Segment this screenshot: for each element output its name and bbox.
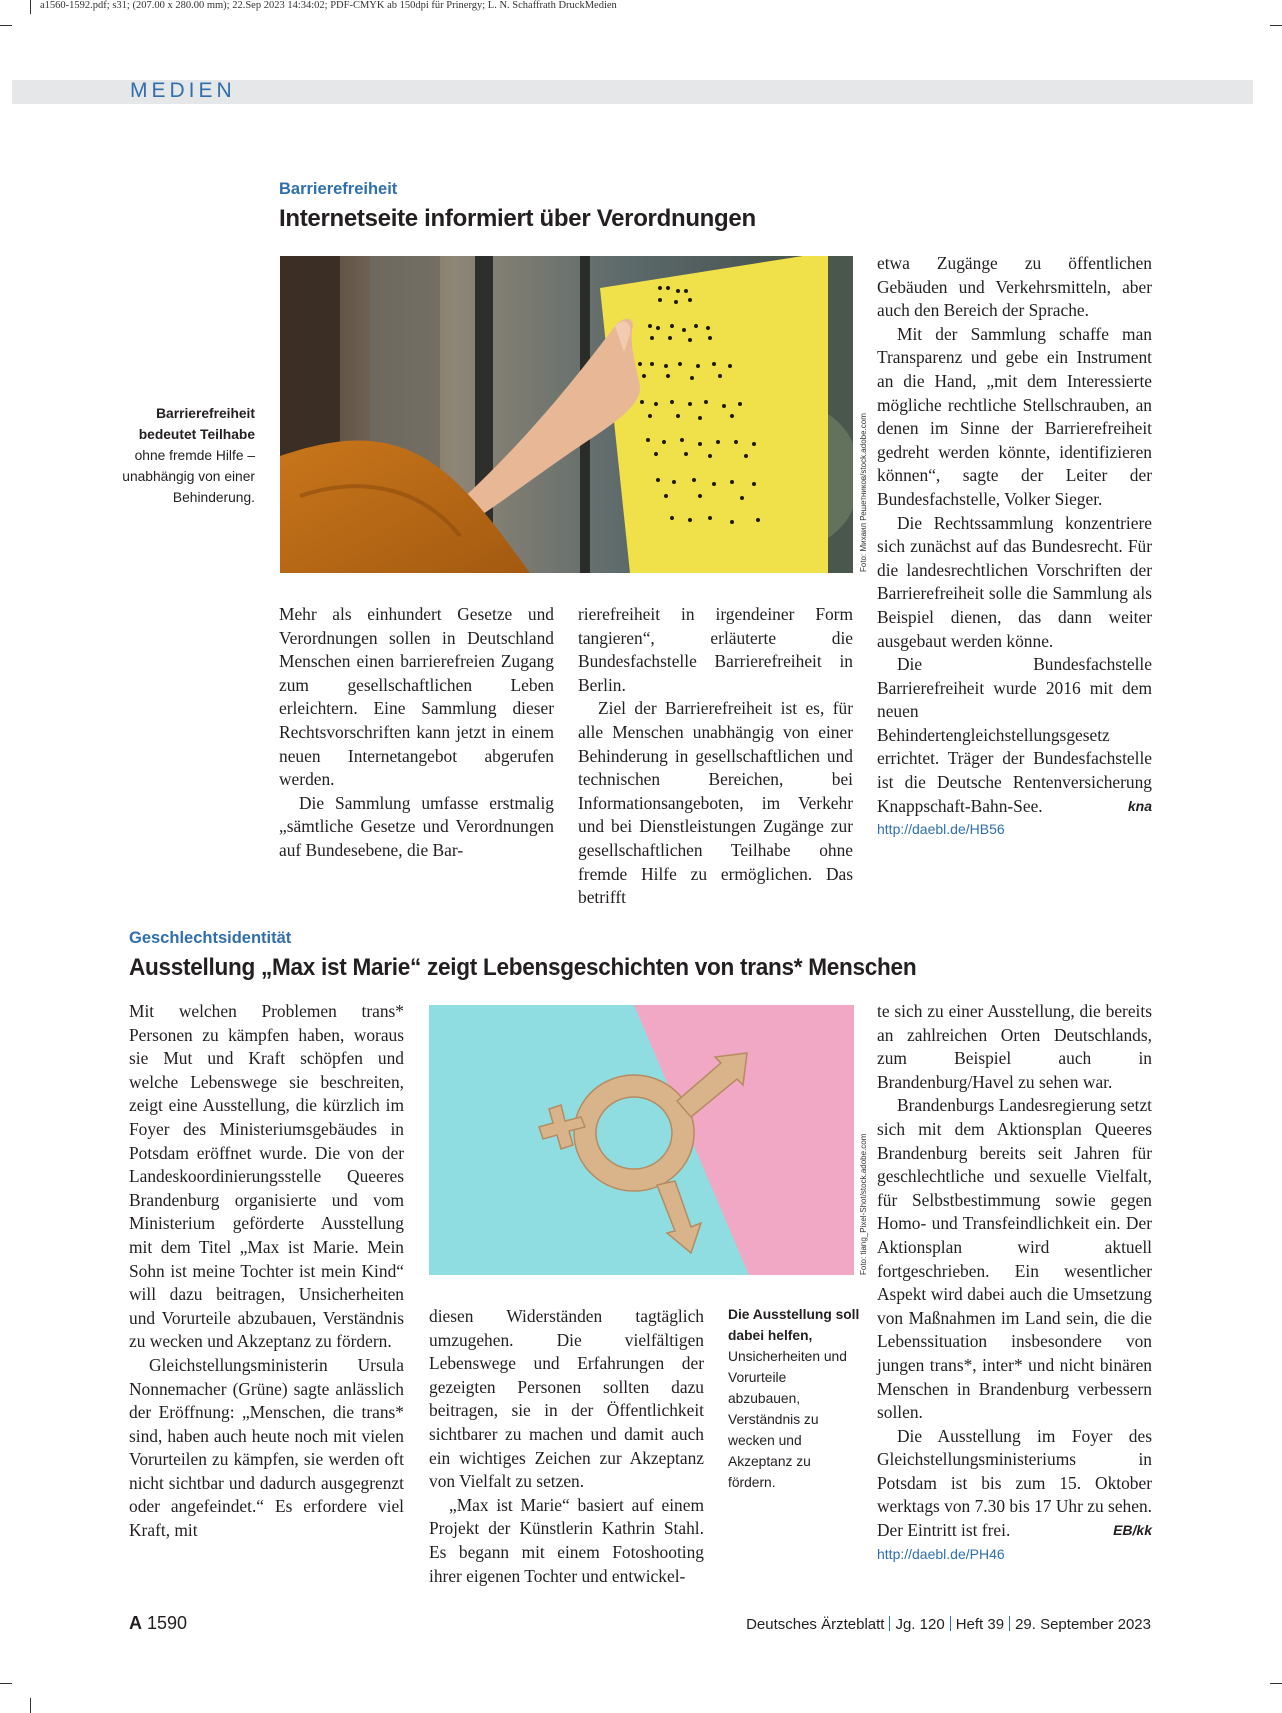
article2-photo-credit: Foto: tiang_Pixel-Shot/stock.adobe.com <box>859 1133 868 1275</box>
article1-caption-text: ohne fremde Hilfe – unabhängig von einer Behinderung. <box>122 448 255 505</box>
issue: Heft 39 <box>955 1616 1005 1633</box>
article2-column-3 <box>877 1000 1152 1566</box>
issue-date: 29. September 2023 <box>1015 1616 1151 1633</box>
paragraph: Die Sammlung umfasse erstmalig „sämtliche Gesetze und Verordnungen auf Bundesebene, die Bar- <box>279 792 554 860</box>
article1-link[interactable]: http://daebl.de/HB56 <box>877 821 1005 838</box>
volume: Jg. 120 <box>895 1616 945 1633</box>
journal-footer <box>746 1616 1151 1633</box>
article2-kicker: Geschlechtsidentität <box>129 929 292 947</box>
separator <box>889 1616 890 1631</box>
paragraph: etwa Zugänge zu öffentlichen Gebäuden und Verkehrsmitteln, aber auch den Bereich der Sprache. <box>877 253 1152 321</box>
article1-column-1 <box>279 603 554 863</box>
separator <box>950 1616 951 1631</box>
article1-column-3 <box>877 252 1152 842</box>
article2-signature: EB/kk <box>1113 1522 1152 1539</box>
paragraph: Ziel der Barrierefreiheit ist es, für alle Menschen unabhängig von einer Behinderung in gesellschaftlichen und technischen Bereichen, bei Informationsangeboten, im Verkehr und bei Dienstleistungen Zugänge zur gesellschaftlichen Teilhabe ohne fremde Hilfe zu ermöglichen. Das betrifft <box>578 698 853 908</box>
paragraph: Gleichstellungsministerin Ursula Nonnemacher (Grüne) sagte anlässlich der Eröffnung: „Menschen, die trans* sind, haben auch heute noch mit vielen Vorurteilen zu kämpfen, sie werden oft nicht sichtbar und dadurch ausgegrenzt oder angefeindet.“ Es erfordere viel Kraft, mit <box>129 1354 404 1541</box>
paragraph: „Max ist Marie“ basiert auf einem Projekt der Künstlerin Kathrin Stahl. Es begann mit einem Fotoshooting ihrer eigenen Tochter und entwickel- <box>429 1494 704 1586</box>
journal-name: Deutsches Ärzteblatt <box>746 1616 885 1633</box>
paragraph: Mit welchen Problemen trans* Personen zu kämpfen haben, woraus sie Mut und Kraft schöpfen und welche Lebenswege sie beschreiten, zeigt eine Ausstellung, die kürzlich im Foyer des Ministeriumsgebäudes in Potsdam eröffnet wurde. Die von der Landeskoordinierungsstelle Queeres Brandenburg organisierte und vom Ministerium geförderte Ausstellung mit dem Titel „Max ist Marie. Mein Sohn ist meine Tochter ist mein Kind“ will dazu beitragen, Unsicherheiten und Vorurteile abzubauen, Verständnis zu wecken und Akzeptanz zu fördern. <box>129 1001 404 1352</box>
article1-signature: kna <box>1127 797 1152 814</box>
article1-column-2 <box>578 603 853 910</box>
paragraph-text: Die Ausstellung im Foyer des Gleichstellungsministeriums in Potsdam ist bis zum 15. Oktober werktags von 7.30 bis 17 Uhr zu sehen. Der Eintritt ist frei. <box>877 1425 1152 1541</box>
article1-caption-bold: Barrierefreiheit bedeutet Teilhabe <box>138 406 255 442</box>
article2-column-2 <box>429 1305 704 1588</box>
paragraph: Die Rechtssammlung konzentriere sich zunächst auf das Bundesrecht. Für die landesrechtlichen Vorschriften der Barrierefreiheit solle die Sammlung als Beispiel dienen, das dann weiter ausgebaut werden könne. <box>877 512 1152 651</box>
article2-caption-bold: Die Ausstellung soll dabei helfen, <box>728 1307 860 1343</box>
article1-caption <box>120 403 255 508</box>
article1-kicker: Barrierefreiheit <box>279 180 398 198</box>
transgender-symbol-photo <box>429 1005 854 1275</box>
crop-mark <box>1270 1683 1282 1684</box>
paragraph <box>877 653 1152 818</box>
crop-mark <box>0 1683 12 1684</box>
crop-mark <box>30 1698 31 1713</box>
article1-headline: Internetseite informiert über Verordnungen <box>279 205 756 232</box>
paragraph <box>877 1425 1152 1543</box>
crop-mark <box>0 25 12 26</box>
article2-column-1 <box>129 1000 404 1543</box>
article2-caption <box>728 1304 860 1493</box>
section-label: MEDIEN <box>130 79 236 102</box>
print-slug: a1560-1592.pdf; s31; (207.00 x 280.00 mm); 22.Sep 2023 14:34:02; PDF-CMYK ab 150dpi für Prinergy; L. N. Schaffrath DruckMedien <box>40 0 617 11</box>
paragraph: te sich zu einer Ausstellung, die bereits an zahlreichen Orten Deutschlands, zum Beispiel auch in Brandenburg/Havel zu sehen war. <box>877 1001 1152 1092</box>
paragraph: Mit der Sammlung schaffe man Transparenz und gebe ein Instrument an die Hand, „mit dem Interessierte mögliche rechtliche Stellschrauben, an denen im Sinne der Barrierefreiheit gedreht werden könnte, identifizieren können“, sagte der Leiter der Bundesfachstelle, Volker Sieger. <box>877 323 1152 509</box>
article2-link[interactable]: http://daebl.de/PH46 <box>877 1545 1005 1562</box>
crop-mark <box>1270 25 1282 26</box>
article2-headline: Ausstellung „Max ist Marie“ zeigt Lebensgeschichten von trans* Menschen <box>129 954 917 981</box>
page-number <box>129 1613 187 1634</box>
crop-mark <box>30 0 31 14</box>
paragraph-text: Die Bundesfachstelle Barrierefreiheit wurde 2016 mit dem neuen Behindertengleichstellungsgesetz errichtet. Träger der Bundesfachstelle ist die Deutsche Rentenversicherung Knappschaft-Bahn-See. <box>877 654 1152 816</box>
paragraph: diesen Widerständen tagtäglich umzugehen. Die vielfältigen Lebenswege und Erfahrungen der gezeigten Personen sollten dazu beitragen, sie in der Öffentlichkeit sichtbarer zu machen und damit auch ein wichtiges Zeichen zur Akzeptanz von Vielfalt zu setzen. <box>429 1306 704 1492</box>
page-prefix: A <box>129 1613 142 1633</box>
article2-caption-text: Unsicherheiten und Vorurteile abzubauen, Verständnis zu wecken und Akzeptanz zu fördern. <box>728 1349 847 1490</box>
paragraph: rierefreiheit in irgendeiner Form tangieren“, erläuterte die Bundesfachstelle Barrierefreiheit in Berlin. <box>578 604 853 695</box>
separator <box>1009 1616 1010 1631</box>
paragraph: Mehr als einhundert Gesetze und Verordnungen sollen in Deutschland Menschen einen barrierefreien Zugang zum gesellschaftlichen Leben erleichtern. Eine Sammlung dieser Rechtsvorschriften kann jetzt in einem neuen Internetangebot abgerufen werden. <box>279 604 554 790</box>
braille-photo <box>280 256 853 573</box>
paragraph: Brandenburgs Landesregierung setzt sich mit dem Aktionsplan Queeres Brandenburg bereits seit Jahren für geschlechtliche und sexuelle Vielfalt, für Selbstbestimmung sowie gegen Homo- und Transfeindlichkeit ein. Der Aktionsplan wird aktuell fortgeschrieben. Ein wesentlicher Aspekt wird dabei auch die Umsetzung von Maßnahmen im Land sein, die die Lebenssituation insbesondere von jungen trans*, inter* und nicht binären Menschen in Brandenburg verbessern sollen. <box>877 1095 1152 1423</box>
article1-photo-credit: Foto: Михаил Решетников/stock.adobe.com <box>859 413 868 572</box>
page-number-value: 1590 <box>147 1613 188 1633</box>
